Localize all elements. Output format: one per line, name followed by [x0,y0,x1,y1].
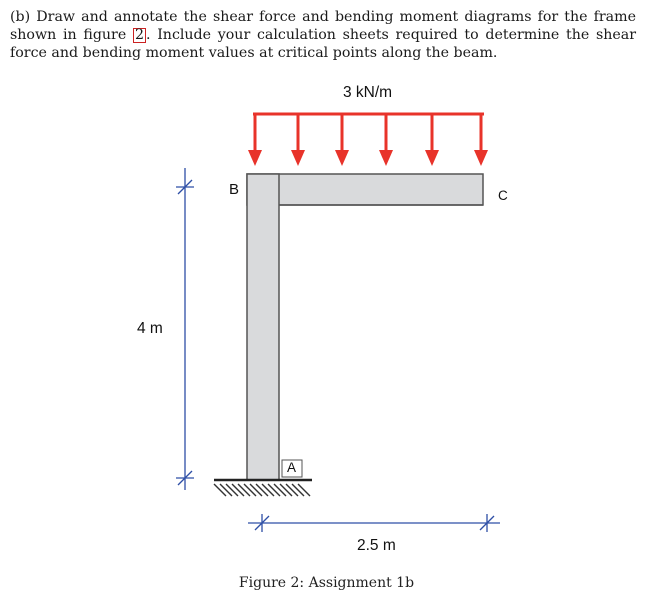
figure-caption: Figure 2: Assignment 1b [238,575,415,591]
question-body: Draw and annotate the shear force and bending moment diagrams for the frame shown in figure [10,9,636,43]
question-body-continued: . Include your calculation sheets required to determine the shear force and bending moment values at critical points along the beam. [10,27,636,61]
figure-reference-link[interactable]: 2 [134,27,144,43]
point-a-label: A [287,460,297,475]
fixed-support [214,480,312,496]
question-part: (b) [10,9,31,25]
width-label: 2.5 m [357,537,396,554]
load-arrow [379,114,393,166]
point-b-label: B [229,181,240,198]
load-arrow [474,114,488,166]
load-arrow [425,114,439,166]
load-arrow [335,114,349,166]
width-dimension [248,514,500,532]
point-c-label: C [498,188,508,203]
column-ab [247,174,279,480]
load-arrow [248,114,262,166]
height-dimension [176,168,194,490]
load-arrow [291,114,305,166]
beam-bc [247,174,483,205]
distributed-load [248,114,488,166]
load-label: 3 kN/m [343,84,393,101]
height-label: 4 m [137,320,163,337]
